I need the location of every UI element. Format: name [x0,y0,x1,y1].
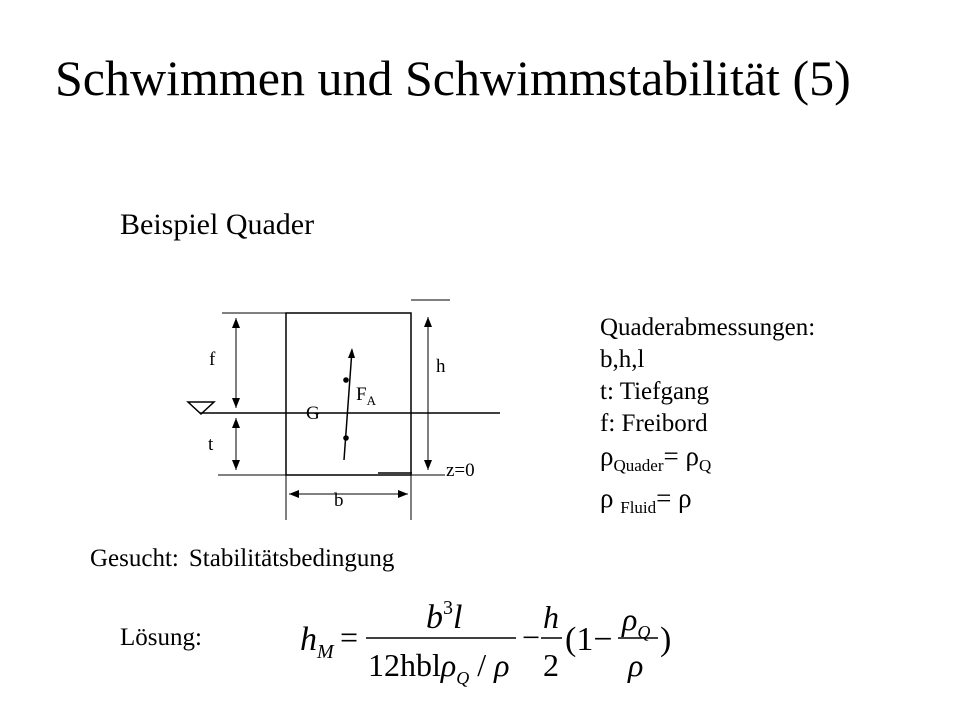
slide-title: Schwimmen und Schwimmstabilität (5) [55,50,851,106]
dimensions-heading: Quaderabmessungen: [600,314,816,341]
label-f: f [209,349,216,370]
loesung-label: Lösung: [120,624,202,651]
svg-text:ρQ: $\rho_Q$ [622,601,651,642]
gesucht-label: Gesucht: [90,545,179,572]
freibord-text: f: Freibord [600,410,708,437]
label-h: h [436,356,446,377]
svg-text:h: h [543,599,559,635]
svg-text:−: − [522,619,541,655]
svg-text:ρ: ρ [628,647,644,683]
tiefgang-text: t: Tiefgang [600,378,710,405]
label-FA: $F_A$ [356,384,376,408]
rho-fluid-line: ρ $_{Fluid}$= ρ [600,483,692,517]
svg-text:b3l: $b^3l$ [426,597,463,636]
rho-quader-line: $\rho_{Quader}= \rho_Q$ [600,441,712,475]
dimensions-values: b,h,l [600,346,645,373]
svg-text:12hblρQ / ρ: 12hblρ$_Q$ / ρ [368,647,510,688]
svg-text:(1−: (1− [565,621,613,658]
label-z0: z=0 [446,460,475,481]
svg-text:): ) [660,621,672,658]
gesucht-value: Stabilitätsbedingung [188,545,395,572]
label-G: G [306,403,320,424]
example-subtitle: Beispiel Quader [120,208,315,241]
svg-text:hM: $h_M$ [300,621,334,663]
svg-text:=: = [340,619,359,655]
label-b: b [334,490,344,511]
svg-text:2: 2 [543,647,559,683]
label-t: t [208,434,214,455]
